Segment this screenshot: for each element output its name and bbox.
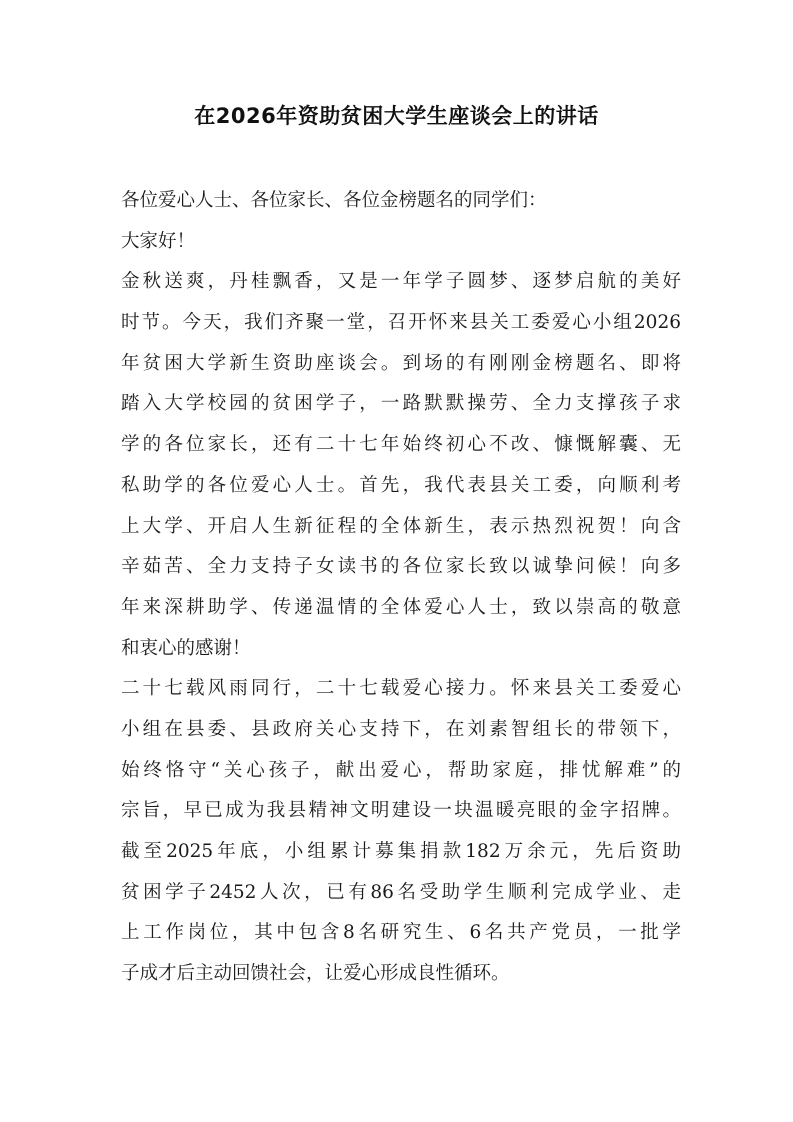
- text-line: 二十七载风雨同行，二十七载爱心接力。怀来县关工委爱心: [121, 678, 681, 700]
- text-line: 大家好！: [121, 230, 196, 252]
- text-line: 各位爱心人士、各位家长、各位金榜题名的同学们：: [121, 190, 547, 211]
- text-line: 学的各位家长，还有二十七年始终初心不改、慷慨解囊、无: [121, 434, 681, 456]
- text-line: 和衷心的感谢！: [121, 637, 251, 659]
- page-title: 在2026年资助贫困大学生座谈会上的讲话: [194, 104, 599, 128]
- text-line: 贫困学子2452人次，已有86名受助学生顺利完成学业、走: [121, 881, 681, 903]
- text-line: 踏入大学校园的贫困学子，一路默默操劳、全力支撑孩子求: [121, 393, 681, 415]
- text-line: 金秋送爽，丹桂飘香，又是一年学子圆梦、逐梦启航的美好: [121, 271, 681, 293]
- text-line: 年来深耕助学、传递温情的全体爱心人士，致以崇高的敬意: [121, 596, 681, 618]
- text-line: 时节。今天，我们齐聚一堂，召开怀来县关工委爱心小组2026: [121, 312, 681, 334]
- text-line: 辛茹苦、全力支持子女读书的各位家长致以诚挚问候！向多: [121, 556, 681, 578]
- text-line: 上工作岗位，其中包含8名研究生、6名共产党员，一批学: [121, 922, 681, 944]
- text-line: 截至2025年底，小组累计募集捐款182万余元，先后资助: [121, 841, 681, 862]
- text-line: 年贫困大学新生资助座谈会。到场的有刚刚金榜题名、即将: [121, 352, 681, 374]
- text-line: 小组在县委、县政府关心支持下，在刘素智组长的带领下，: [121, 718, 681, 740]
- text-line: 上大学、开启人生新征程的全体新生，表示热烈祝贺！向含: [121, 515, 681, 537]
- text-line: 始终恪守“关心孩子，献出爱心，帮助家庭，排忧解难”的: [121, 759, 681, 781]
- text-line: 子成才后主动回馈社会，让爱心形成良性循环。: [121, 963, 510, 985]
- text-line: 私助学的各位爱心人士。首先，我代表县关工委，向顺利考: [121, 474, 681, 496]
- text-line: 宗旨，早已成为我县精神文明建设一块温暖亮眼的金字招牌。: [121, 800, 681, 822]
- speech-body: [121, 181, 681, 995]
